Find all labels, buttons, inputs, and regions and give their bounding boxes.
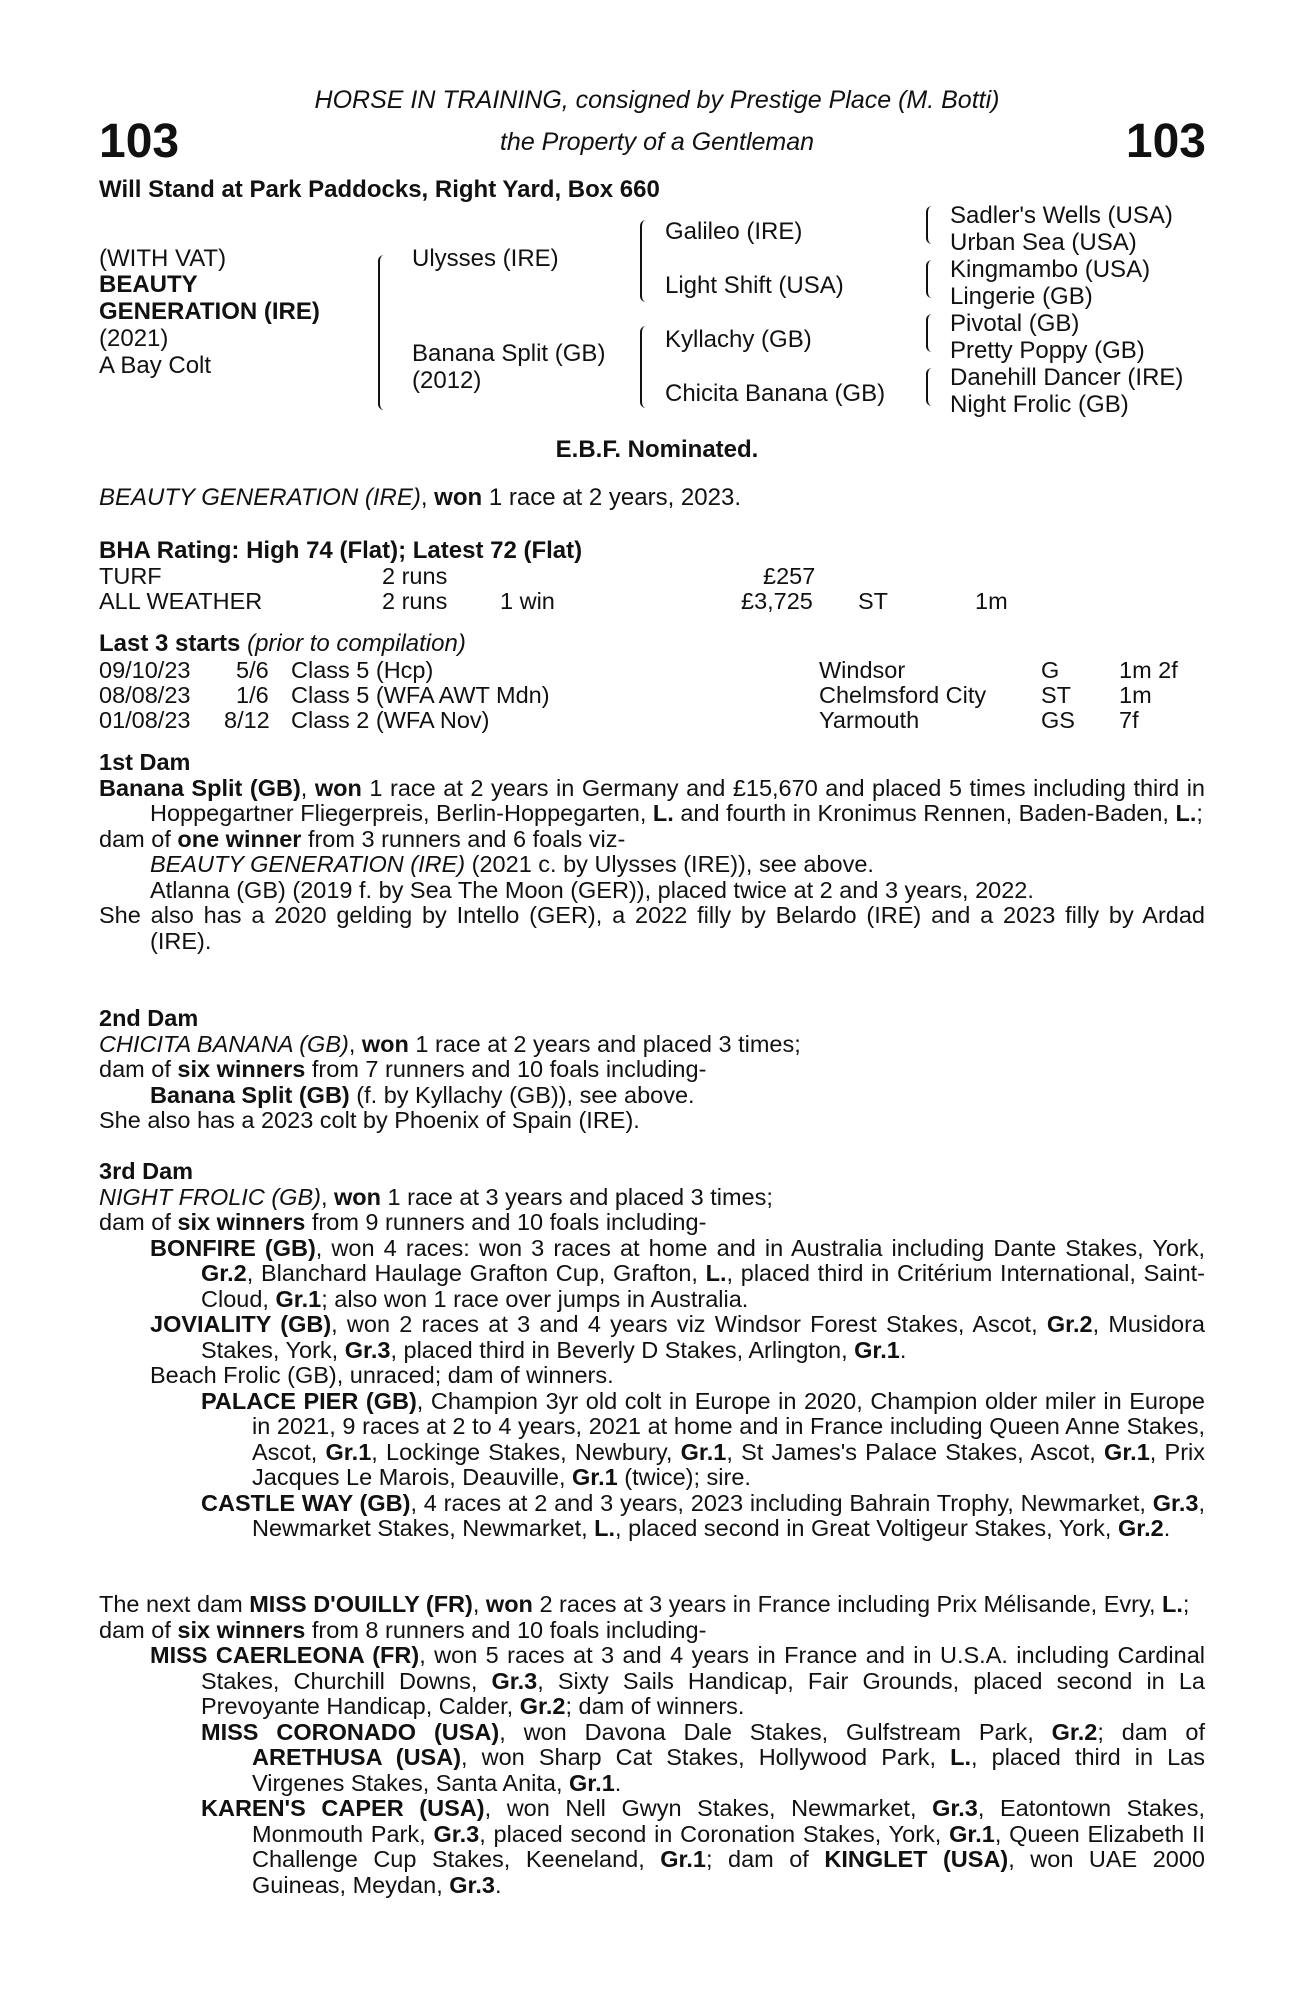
first-dam-section [99, 750, 1205, 954]
text: , won 5 races at 3 and 4 years in France and in U.S.A. including Cardinal Stakes, Churchill Downs, [201, 1642, 1205, 1694]
text: dam of [99, 1616, 178, 1643]
start-race: Class 2 (WFA Nov) [291, 707, 490, 733]
pedigree-g4: Lingerie (GB) [950, 283, 1093, 310]
grade-label: Gr.1 [949, 1820, 995, 1847]
third-dam-record: NIGHT FROLIC (GB), won 1 race at 3 years and placed 3 times; [99, 1183, 773, 1210]
vat-label: (WITH VAT) [99, 245, 227, 272]
last-starts-heading [99, 630, 466, 658]
first-dam-heading: 1st Dam [99, 749, 191, 775]
first-dam-name: Banana Split (GB) [99, 774, 301, 801]
grade-label: Gr.3 [932, 1795, 978, 1821]
pedigree-g3: Kingmambo (USA) [950, 256, 1151, 283]
grade-label: Gr.2 [519, 1693, 566, 1719]
start-distance: 1m [1119, 682, 1152, 708]
foal-name: BEAUTY GENERATION (IRE) [150, 851, 466, 877]
progeny-name: MISS CORONADO (USA) [201, 1718, 500, 1745]
text: , Queen Elizabeth II Challenge Cup Stakes, Keeneland, [252, 1820, 1206, 1872]
start-race: Class 5 (WFA AWT Mdn) [291, 682, 550, 708]
text: , Champion 3yr old colt in Europe in 2020, Champion older miler in Europe in 2021, 9 races at 2 to 4 years, 2021 at home and in France including Queen Anne Stakes, Ascot, [252, 1387, 1205, 1465]
third-dam-name: NIGHT FROLIC (GB) [99, 1183, 321, 1210]
pedigree-brace-main [378, 255, 390, 410]
listed-label: L. [1175, 800, 1197, 826]
start-race: Class 5 (Hcp) [291, 657, 434, 683]
text: , Sixty Sails Handicap, Fair Grounds, placed second in La Prevoyante Handicap, Calder, [201, 1667, 1205, 1719]
horse-name-line2: GENERATION (IRE) [99, 298, 320, 325]
first-dam-also: She also has a 2020 gelding by Intello (GER), a 2022 filly by Belardo (IRE) and a 2023 filly by Ardad (IRE). [99, 902, 1205, 954]
pedigree-brace-sire [640, 220, 652, 302]
won-label: won [334, 1183, 382, 1210]
progeny-name: KINGLET (USA) [824, 1846, 1009, 1872]
winners-count: six winners [177, 1209, 306, 1235]
horse-description: A Bay Colt [99, 352, 212, 379]
text: , placed third in Beverly D Stakes, Arlington, [390, 1336, 855, 1363]
progeny-name: KAREN'S CAPER (USA) [201, 1795, 485, 1821]
text: , won 4 races: won 3 races at home and in Australia including Dante Stakes, York, [315, 1234, 1206, 1261]
first-dam-record: Banana Split (GB), won 1 race at 2 years in Germany and £15,670 and placed 5 times including third in Hoppegartner Fliegerpreis, Berlin-Hoppegarten, L. and fourth in Kronimus Rennen, Baden-Baden, L.; [99, 774, 1206, 826]
start-date: 09/10/23 [99, 657, 191, 683]
next-dam-name: MISS D'OUILLY (FR) [249, 1591, 473, 1617]
pedigree-g2: Urban Sea (USA) [950, 229, 1137, 256]
second-dam-section [99, 1006, 1205, 1134]
next-dam-record: The next dam MISS D'OUILLY (FR), won 2 races at 3 years in France including Prix Mélisande, Evry, L.; [99, 1591, 1190, 1617]
text: and fourth in Kronimus Rennen, Baden-Baden, [673, 800, 1176, 826]
property-line: the Property of a Gentleman [499, 128, 815, 156]
text: , Blanchard Haulage Grafton Cup, Grafton, [246, 1260, 706, 1286]
grade-label: Gr.1 [275, 1285, 322, 1312]
winners-count: six winners [177, 1616, 306, 1643]
pedigree-dam: Banana Split (GB) [412, 340, 606, 367]
pedigree-brace-g1 [926, 206, 936, 244]
rating-aw-runs: 2 runs [382, 588, 448, 614]
rating-turf-prize: £257 [763, 563, 816, 589]
summary-rest: 1 race at 2 years, 2023. [482, 484, 741, 511]
pedigree-dam-year: (2012) [412, 367, 482, 394]
progeny-karens-caper [99, 1796, 1205, 1898]
progeny-miss-caerleona [99, 1643, 1205, 1720]
text: 1 race at 2 years and placed 3 times; [408, 1030, 801, 1057]
summary-won: won [434, 484, 483, 511]
second-dam-foal [99, 1083, 1205, 1109]
grade-label: Gr.1 [854, 1336, 900, 1363]
progeny-name: BONFIRE (GB) [150, 1234, 316, 1261]
first-dam-foal: Atlanna (GB) (2019 f. by Sea The Moon (GER)), placed twice at 2 and 3 years, 2022. [150, 876, 1034, 903]
text: 1 race at 3 years and placed 3 times; [381, 1183, 773, 1210]
start-distance: 7f [1119, 707, 1139, 733]
won-label: won [361, 1030, 409, 1057]
grade-label: Gr.2 [1118, 1515, 1164, 1541]
grade-label: Gr.3 [1152, 1489, 1199, 1516]
progeny-beach-frolic: Beach Frolic (GB), unraced; dam of winners. [150, 1362, 614, 1388]
text: . [494, 1871, 502, 1898]
pedigree-g5: Pivotal (GB) [950, 310, 1080, 337]
pedigree-g6: Pretty Poppy (GB) [950, 337, 1145, 364]
second-dam-record: CHICITA BANANA (GB), won 1 race at 2 years and placed 3 times; [99, 1030, 801, 1057]
horse-year: (2021) [99, 325, 169, 352]
text: ; [1182, 1591, 1190, 1617]
consignor-line: HORSE IN TRAINING, consigned by Prestige Place (M. Botti) [314, 86, 1000, 114]
text: , placed second in Great Voltigeur Stakes, York, [615, 1515, 1118, 1541]
pedigree-g1: Sadler's Wells (USA) [950, 202, 1173, 229]
grade-label: Gr.1 [1104, 1438, 1150, 1465]
text: , Newmarket Stakes, Newmarket, [252, 1489, 1205, 1541]
start-going: ST [1041, 682, 1072, 708]
text: ; dam of [1097, 1718, 1205, 1745]
start-going: G [1041, 657, 1060, 683]
text: (f. by Kyllachy (GB)), see above. [349, 1081, 695, 1108]
progeny-palace-pier [99, 1389, 1205, 1491]
start-position: 1/6 [236, 682, 269, 708]
text: 1 race at 2 years in Germany and £15,670 and placed 5 times including third in Hoppegartner Fliegerpreis, Berlin-Hoppegarten, [150, 774, 1206, 826]
start-distance: 1m 2f [1119, 657, 1178, 683]
lot-number-right: 103 [1125, 115, 1206, 168]
rating-aw-dist: 1m [975, 588, 1008, 614]
rating-aw-track: ST [858, 588, 889, 614]
first-dam-foal [99, 852, 1205, 878]
horse-name-line1: BEAUTY [99, 271, 198, 298]
second-dam-name: CHICITA BANANA (GB) [99, 1030, 349, 1057]
progeny-name: JOVIALITY (GB) [150, 1311, 332, 1337]
grade-label: Gr.1 [569, 1769, 615, 1796]
stand-location: Will Stand at Park Paddocks, Right Yard, Box 660 [99, 176, 660, 203]
pedigree-brace-g2 [926, 260, 936, 298]
second-dam-of [99, 1057, 1205, 1083]
grade-label: Gr.1 [325, 1438, 372, 1465]
pedigree-sire-dam: Light Shift (USA) [665, 272, 844, 299]
first-dam-of [99, 827, 1205, 853]
grade-label: Gr.1 [572, 1464, 618, 1490]
grade-label: Gr.3 [491, 1667, 538, 1694]
text: The next dam [99, 1591, 250, 1617]
text: , placed third in Critérium International, Saint-Cloud, [201, 1260, 1205, 1312]
progeny-name: PALACE PIER (GB) [201, 1387, 417, 1414]
pedigree-sire-sire: Galileo (IRE) [665, 218, 803, 245]
pedigree-g8: Night Frolic (GB) [950, 391, 1129, 418]
pedigree-brace-g3 [926, 314, 936, 352]
progeny-name: CASTLE WAY (GB) [201, 1489, 411, 1516]
pedigree-dam-dam: Chicita Banana (GB) [665, 380, 886, 407]
grade-label: Gr.1 [680, 1438, 727, 1465]
text: (2021 c. by Ulysses (IRE)), see above. [465, 851, 874, 877]
progeny-castle-way [99, 1491, 1205, 1542]
next-dam-section [99, 1592, 1205, 1898]
start-course: Windsor [819, 657, 906, 683]
pedigree-sire: Ulysses (IRE) [412, 245, 559, 272]
text: , placed third in Las Virgenes Stakes, Santa Anita, [252, 1744, 1205, 1796]
pedigree-brace-g4 [926, 368, 936, 406]
text: , placed second in Coronation Stakes, York, [479, 1820, 950, 1847]
start-position: 5/6 [236, 657, 269, 683]
winners-count: six winners [177, 1056, 306, 1082]
start-course: Chelmsford City [819, 682, 987, 708]
rating-turf-runs: 2 runs [382, 563, 448, 589]
rating-aw-prize: £3,725 [741, 588, 813, 614]
text: ; [1196, 800, 1203, 826]
text: , won Nell Gwyn Stakes, Newmarket, [484, 1795, 933, 1821]
grade-label: Gr.2 [1046, 1311, 1093, 1337]
second-dam-heading: 2nd Dam [99, 1005, 199, 1031]
lot-number-left: 103 [99, 115, 180, 168]
won-label: won [314, 774, 362, 801]
grade-label: Gr.3 [433, 1820, 480, 1847]
progeny-name: MISS CAERLEONA (FR) [150, 1642, 420, 1668]
progeny-joviality [99, 1312, 1205, 1363]
grade-label: Gr.2 [1051, 1718, 1098, 1745]
text: ; dam of winners. [565, 1693, 745, 1719]
text: . [1163, 1515, 1171, 1541]
next-dam-of [99, 1618, 1205, 1644]
text: from 7 runners and 10 foals including- [305, 1056, 707, 1082]
text: , Prix Jacques Le Marois, Deauville, [252, 1438, 1205, 1490]
text: . [614, 1769, 622, 1796]
text: . [899, 1336, 907, 1363]
text: , St James's Palace Stakes, Ascot, [726, 1438, 1105, 1465]
rating-row-turf: TURF [99, 563, 162, 589]
last-starts-title: Last 3 starts [99, 630, 241, 657]
second-dam-also: She also has a 2023 colt by Phoenix of Spain (IRE). [99, 1107, 640, 1133]
text: ; dam of [705, 1846, 825, 1872]
text: , won Sharp Cat Stakes, Hollywood Park, [461, 1744, 951, 1770]
winners-count: one winner [177, 825, 302, 852]
bha-rating: BHA Rating: High 74 (Flat); Latest 72 (Flat) [99, 537, 583, 564]
text: from 9 runners and 10 foals including- [305, 1209, 707, 1235]
third-dam-heading: 3rd Dam [99, 1158, 194, 1184]
grade-label: L. [705, 1260, 727, 1286]
race-summary: BEAUTY GENERATION (IRE), won 1 race at 2 years, 2023. [99, 484, 741, 511]
text: , Eatontown Stakes, Monmouth Park, [252, 1795, 1205, 1847]
ebf-nominated: E.B.F. Nominated. [555, 436, 759, 463]
start-going: GS [1041, 707, 1075, 733]
progeny-miss-coronado [99, 1720, 1205, 1797]
grade-label: Gr.2 [201, 1260, 247, 1286]
listed-label: L. [652, 800, 674, 826]
text: dam of [99, 825, 178, 852]
third-dam-section [99, 1159, 1205, 1542]
text: , 4 races at 2 and 3 years, 2023 including Bahrain Trophy, Newmarket, [410, 1489, 1153, 1516]
grade-label: Gr.3 [344, 1336, 391, 1363]
text: ; also won 1 race over jumps in Australia. [321, 1285, 749, 1312]
grade-label: L. [594, 1515, 616, 1541]
start-date: 01/08/23 [99, 707, 191, 733]
foal-name: Banana Split (GB) [150, 1081, 350, 1108]
rating-aw-wins: 1 win [500, 588, 555, 614]
text: , won Davona Dale Stakes, Gulfstream Park, [499, 1718, 1052, 1745]
text: 2 races at 3 years in France including Prix Mélisande, Evry, [532, 1591, 1163, 1617]
text: , won 2 races at 3 and 4 years viz Windsor Forest Stakes, Ascot, [331, 1311, 1047, 1337]
won-label: won [485, 1591, 533, 1617]
progeny-bonfire [99, 1236, 1205, 1313]
pedigree-g7: Danehill Dancer (IRE) [950, 364, 1184, 391]
summary-horse-name: BEAUTY GENERATION (IRE) [99, 484, 421, 511]
listed-label: L. [1162, 1591, 1183, 1617]
progeny-name: ARETHUSA (USA) [252, 1744, 462, 1770]
last-starts-subtitle: (prior to compilation) [247, 630, 466, 657]
grade-label: Gr.1 [660, 1846, 706, 1872]
start-course: Yarmouth [819, 707, 920, 733]
text: (twice); sire. [617, 1464, 751, 1490]
text: dam of [99, 1056, 178, 1082]
pedigree-brace-dam [640, 326, 652, 408]
text: dam of [99, 1209, 178, 1235]
grade-label: L. [950, 1744, 972, 1770]
start-date: 08/08/23 [99, 682, 191, 708]
text: , Lockinge Stakes, Newbury, [371, 1438, 681, 1465]
text: from 3 runners and 6 foals viz- [301, 825, 626, 852]
rating-row-aw: ALL WEATHER [99, 588, 263, 614]
text: from 8 runners and 10 foals including- [305, 1616, 707, 1643]
third-dam-of [99, 1210, 1205, 1236]
start-position: 8/12 [224, 707, 270, 733]
text: , Musidora Stakes, York, [201, 1311, 1206, 1363]
pedigree-dam-sire: Kyllachy (GB) [665, 326, 812, 353]
text: , won UAE 2000 Guineas, Meydan, [252, 1846, 1205, 1898]
grade-label: Gr.3 [449, 1871, 495, 1898]
